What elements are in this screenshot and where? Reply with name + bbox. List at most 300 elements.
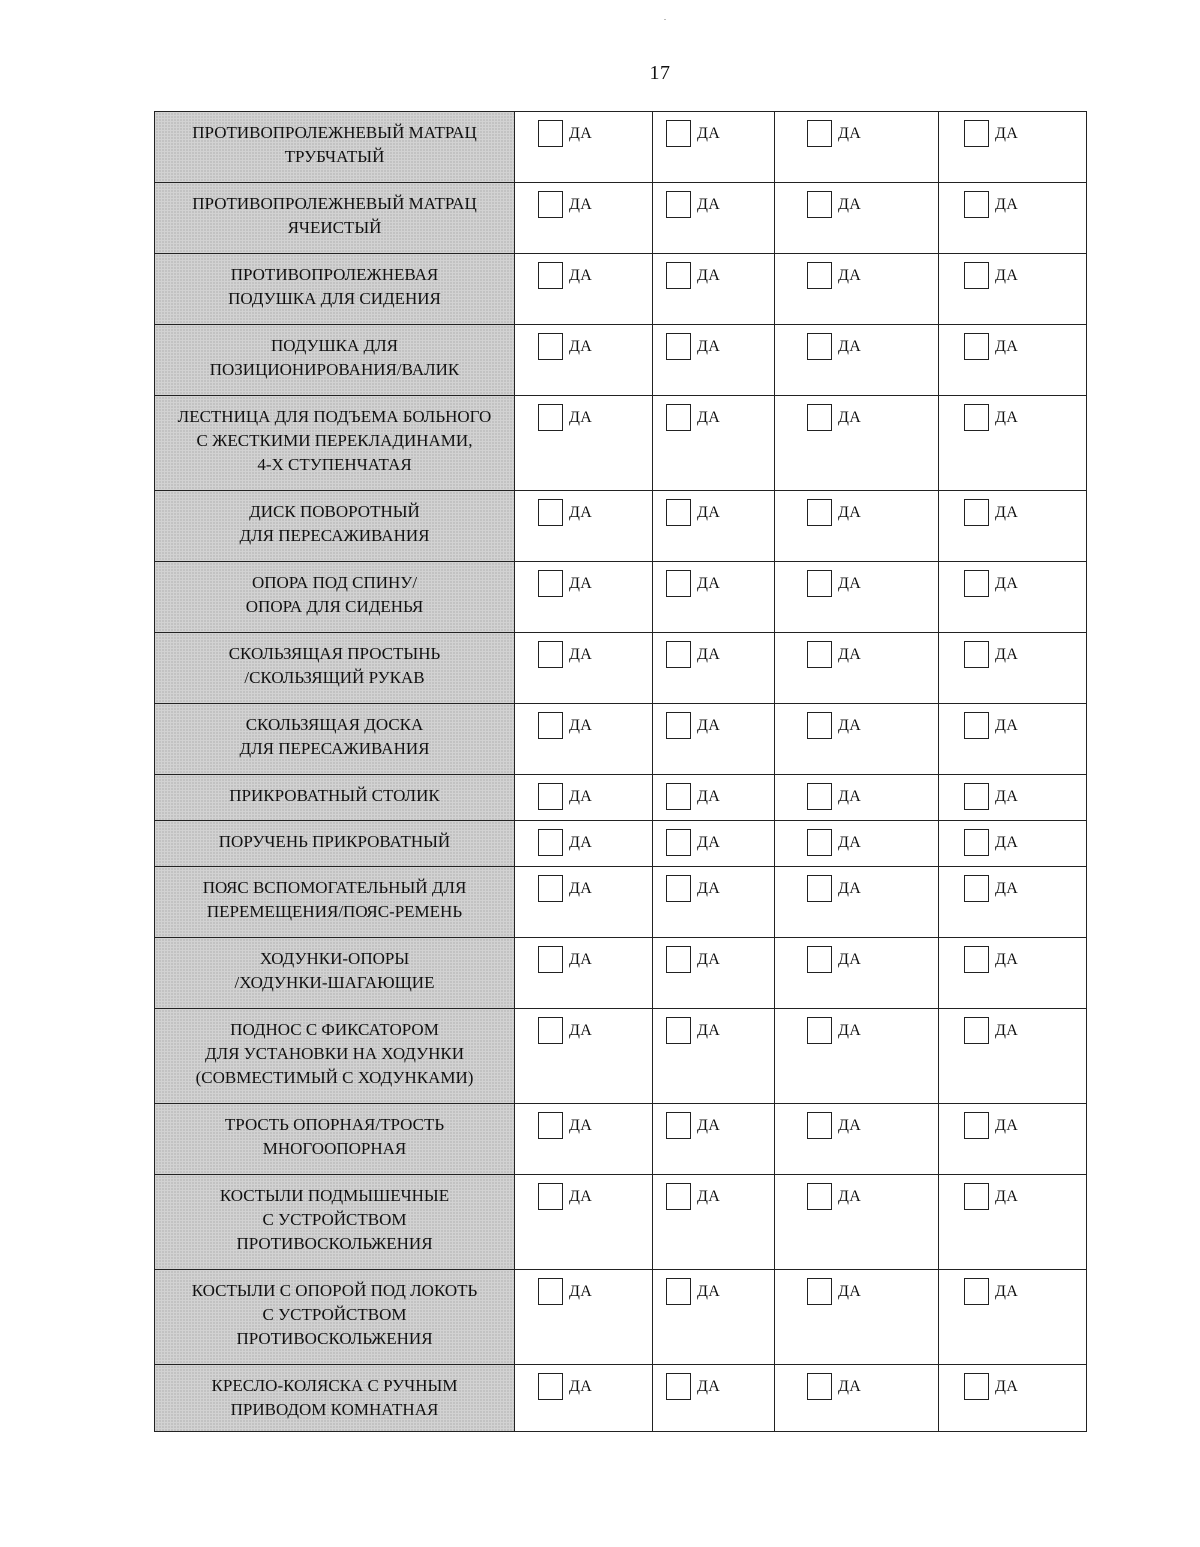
yes-option[interactable] bbox=[666, 570, 720, 597]
answer-cell-2 bbox=[653, 325, 775, 396]
yes-label: ДА bbox=[569, 503, 593, 521]
answer-cell-1 bbox=[515, 938, 653, 1009]
table-row bbox=[155, 1175, 1087, 1270]
yes-label: ДА bbox=[838, 337, 862, 355]
yes-label: ДА bbox=[569, 195, 593, 213]
yes-checkbox[interactable] bbox=[807, 1183, 832, 1210]
yes-option[interactable] bbox=[964, 1183, 1018, 1210]
yes-option[interactable] bbox=[807, 333, 861, 360]
yes-option[interactable] bbox=[666, 404, 720, 431]
answer-cell-3 bbox=[775, 325, 939, 396]
yes-label: ДА bbox=[697, 879, 721, 897]
equipment-item-label: ПОЯС ВСПОМОГАТЕЛЬНЫЙ ДЛЯ ПЕРЕМЕЩЕНИЯ/ПОЯС-РЕМЕНЬ bbox=[155, 867, 515, 938]
answer-cell-2 bbox=[653, 1365, 775, 1432]
yes-checkbox[interactable] bbox=[807, 499, 832, 526]
equipment-item-label: КОСТЫЛИ ПОДМЫШЕЧНЫЕ С УСТРОЙСТВОМ ПРОТИВОСКОЛЬЖЕНИЯ bbox=[155, 1175, 515, 1270]
yes-checkbox[interactable] bbox=[538, 333, 563, 360]
yes-checkbox[interactable] bbox=[807, 1373, 832, 1400]
answer-cell-3 bbox=[775, 775, 939, 821]
yes-label: ДА bbox=[697, 195, 721, 213]
yes-option[interactable] bbox=[666, 641, 720, 668]
yes-label: ДА bbox=[569, 950, 593, 968]
yes-option[interactable] bbox=[964, 404, 1018, 431]
yes-label: ДА bbox=[838, 266, 862, 284]
answer-cell-2 bbox=[653, 938, 775, 1009]
answer-cell-2 bbox=[653, 1175, 775, 1270]
table-row bbox=[155, 704, 1087, 775]
table-row bbox=[155, 1009, 1087, 1104]
yes-option[interactable] bbox=[538, 1112, 592, 1139]
yes-checkbox[interactable] bbox=[807, 570, 832, 597]
yes-label: ДА bbox=[838, 950, 862, 968]
yes-label: ДА bbox=[995, 787, 1019, 805]
yes-option[interactable] bbox=[964, 262, 1018, 289]
yes-option[interactable] bbox=[807, 783, 861, 810]
yes-option[interactable] bbox=[807, 946, 861, 973]
yes-checkbox[interactable] bbox=[964, 191, 989, 218]
equipment-checklist-table bbox=[154, 111, 1087, 1432]
yes-checkbox[interactable] bbox=[964, 333, 989, 360]
yes-checkbox[interactable] bbox=[538, 946, 563, 973]
yes-label: ДА bbox=[995, 1116, 1019, 1134]
answer-cell-4 bbox=[939, 396, 1087, 491]
yes-option[interactable] bbox=[807, 570, 861, 597]
yes-label: ДА bbox=[995, 716, 1019, 734]
yes-label: ДА bbox=[838, 1377, 862, 1395]
equipment-item-label: ПОДНОС С ФИКСАТОРОМ ДЛЯ УСТАНОВКИ НА ХОДУНКИ (СОВМЕСТИМЫЙ С ХОДУНКАМИ) bbox=[155, 1009, 515, 1104]
yes-checkbox[interactable] bbox=[964, 946, 989, 973]
answer-cell-4 bbox=[939, 633, 1087, 704]
yes-checkbox[interactable] bbox=[666, 262, 691, 289]
yes-label: ДА bbox=[995, 1187, 1019, 1205]
equipment-item-label: ПОДУШКА ДЛЯ ПОЗИЦИОНИРОВАНИЯ/ВАЛИК bbox=[155, 325, 515, 396]
yes-label: ДА bbox=[697, 1116, 721, 1134]
yes-checkbox[interactable] bbox=[807, 875, 832, 902]
yes-checkbox[interactable] bbox=[964, 829, 989, 856]
yes-option[interactable] bbox=[964, 570, 1018, 597]
answer-cell-4 bbox=[939, 112, 1087, 183]
answer-cell-2 bbox=[653, 254, 775, 325]
yes-option[interactable] bbox=[666, 1373, 720, 1400]
yes-option[interactable] bbox=[964, 946, 1018, 973]
yes-checkbox[interactable] bbox=[666, 1112, 691, 1139]
yes-option[interactable] bbox=[964, 712, 1018, 739]
yes-label: ДА bbox=[838, 1021, 862, 1039]
yes-checkbox[interactable] bbox=[807, 829, 832, 856]
answer-cell-1 bbox=[515, 633, 653, 704]
yes-checkbox[interactable] bbox=[807, 120, 832, 147]
yes-checkbox[interactable] bbox=[538, 1183, 563, 1210]
yes-checkbox[interactable] bbox=[538, 570, 563, 597]
yes-option[interactable] bbox=[807, 1112, 861, 1139]
equipment-item-label: ДИСК ПОВОРОТНЫЙ ДЛЯ ПЕРЕСАЖИВАНИЯ bbox=[155, 491, 515, 562]
yes-label: ДА bbox=[697, 950, 721, 968]
yes-label: ДА bbox=[838, 1116, 862, 1134]
yes-label: ДА bbox=[838, 503, 862, 521]
answer-cell-3 bbox=[775, 633, 939, 704]
table-row bbox=[155, 633, 1087, 704]
yes-label: ДА bbox=[995, 503, 1019, 521]
yes-checkbox[interactable] bbox=[964, 1183, 989, 1210]
yes-label: ДА bbox=[569, 879, 593, 897]
yes-option[interactable] bbox=[964, 1373, 1018, 1400]
table-row bbox=[155, 1104, 1087, 1175]
table-row bbox=[155, 562, 1087, 633]
yes-option[interactable] bbox=[538, 1017, 592, 1044]
yes-checkbox[interactable] bbox=[538, 404, 563, 431]
yes-label: ДА bbox=[838, 787, 862, 805]
answer-cell-2 bbox=[653, 867, 775, 938]
equipment-item-label: ЛЕСТНИЦА ДЛЯ ПОДЪЕМА БОЛЬНОГО С ЖЕСТКИМИ ПЕРЕКЛАДИНАМИ, 4-Х СТУПЕНЧАТАЯ bbox=[155, 396, 515, 491]
yes-option[interactable] bbox=[666, 875, 720, 902]
yes-label: ДА bbox=[569, 716, 593, 734]
yes-label: ДА bbox=[697, 716, 721, 734]
yes-label: ДА bbox=[838, 1282, 862, 1300]
yes-label: ДА bbox=[569, 337, 593, 355]
yes-checkbox[interactable] bbox=[538, 875, 563, 902]
answer-cell-4 bbox=[939, 254, 1087, 325]
answer-cell-2 bbox=[653, 633, 775, 704]
table-row bbox=[155, 821, 1087, 867]
table-row bbox=[155, 1365, 1087, 1432]
answer-cell-3 bbox=[775, 1104, 939, 1175]
yes-label: ДА bbox=[697, 266, 721, 284]
table-row bbox=[155, 938, 1087, 1009]
yes-option[interactable] bbox=[538, 1373, 592, 1400]
yes-checkbox[interactable] bbox=[807, 404, 832, 431]
yes-label: ДА bbox=[995, 833, 1019, 851]
yes-checkbox[interactable] bbox=[538, 1278, 563, 1305]
yes-option[interactable] bbox=[538, 120, 592, 147]
answer-cell-1 bbox=[515, 1270, 653, 1365]
answer-cell-2 bbox=[653, 562, 775, 633]
yes-checkbox[interactable] bbox=[807, 333, 832, 360]
yes-option[interactable] bbox=[538, 783, 592, 810]
yes-label: ДА bbox=[569, 1377, 593, 1395]
yes-option[interactable] bbox=[538, 499, 592, 526]
yes-label: ДА bbox=[995, 1021, 1019, 1039]
yes-label: ДА bbox=[569, 1021, 593, 1039]
checklist-body bbox=[155, 112, 1087, 1432]
scan-speck bbox=[664, 19, 666, 20]
yes-option[interactable] bbox=[666, 1112, 720, 1139]
answer-cell-4 bbox=[939, 1175, 1087, 1270]
yes-option[interactable] bbox=[807, 404, 861, 431]
yes-label: ДА bbox=[569, 787, 593, 805]
yes-label: ДА bbox=[569, 124, 593, 142]
yes-option[interactable] bbox=[538, 570, 592, 597]
table-row bbox=[155, 325, 1087, 396]
answer-cell-3 bbox=[775, 1009, 939, 1104]
yes-checkbox[interactable] bbox=[538, 1017, 563, 1044]
yes-option[interactable] bbox=[666, 262, 720, 289]
yes-label: ДА bbox=[569, 1116, 593, 1134]
equipment-item-label: ПРОТИВОПРОЛЕЖНЕВАЯ ПОДУШКА ДЛЯ СИДЕНИЯ bbox=[155, 254, 515, 325]
answer-cell-4 bbox=[939, 938, 1087, 1009]
answer-cell-3 bbox=[775, 821, 939, 867]
yes-checkbox[interactable] bbox=[964, 570, 989, 597]
table-row bbox=[155, 396, 1087, 491]
answer-cell-3 bbox=[775, 491, 939, 562]
yes-checkbox[interactable] bbox=[538, 191, 563, 218]
yes-option[interactable] bbox=[666, 333, 720, 360]
yes-label: ДА bbox=[838, 833, 862, 851]
answer-cell-4 bbox=[939, 1009, 1087, 1104]
answer-cell-3 bbox=[775, 562, 939, 633]
equipment-item-label: ТРОСТЬ ОПОРНАЯ/ТРОСТЬ МНОГООПОРНАЯ bbox=[155, 1104, 515, 1175]
yes-checkbox[interactable] bbox=[666, 1278, 691, 1305]
answer-cell-4 bbox=[939, 1365, 1087, 1432]
yes-checkbox[interactable] bbox=[666, 712, 691, 739]
yes-option[interactable] bbox=[538, 829, 592, 856]
yes-checkbox[interactable] bbox=[964, 262, 989, 289]
yes-label: ДА bbox=[697, 1282, 721, 1300]
yes-option[interactable] bbox=[666, 120, 720, 147]
yes-option[interactable] bbox=[538, 333, 592, 360]
yes-checkbox[interactable] bbox=[964, 712, 989, 739]
equipment-item-label: СКОЛЬЗЯЩАЯ ДОСКА ДЛЯ ПЕРЕСАЖИВАНИЯ bbox=[155, 704, 515, 775]
yes-checkbox[interactable] bbox=[666, 191, 691, 218]
yes-option[interactable] bbox=[666, 946, 720, 973]
yes-option[interactable] bbox=[964, 829, 1018, 856]
yes-label: ДА bbox=[697, 787, 721, 805]
answer-cell-1 bbox=[515, 1009, 653, 1104]
equipment-item-label: ОПОРА ПОД СПИНУ/ ОПОРА ДЛЯ СИДЕНЬЯ bbox=[155, 562, 515, 633]
answer-cell-1 bbox=[515, 1175, 653, 1270]
yes-label: ДА bbox=[569, 1187, 593, 1205]
yes-checkbox[interactable] bbox=[807, 712, 832, 739]
yes-checkbox[interactable] bbox=[666, 1017, 691, 1044]
yes-label: ДА bbox=[697, 574, 721, 592]
answer-cell-1 bbox=[515, 1104, 653, 1175]
equipment-item-label: КРЕСЛО-КОЛЯСКА С РУЧНЫМ ПРИВОДОМ КОМНАТНАЯ bbox=[155, 1365, 515, 1432]
yes-label: ДА bbox=[838, 1187, 862, 1205]
yes-option[interactable] bbox=[666, 191, 720, 218]
answer-cell-2 bbox=[653, 1270, 775, 1365]
yes-option[interactable] bbox=[964, 1278, 1018, 1305]
yes-option[interactable] bbox=[666, 1017, 720, 1044]
yes-checkbox[interactable] bbox=[964, 1278, 989, 1305]
yes-option[interactable] bbox=[807, 1017, 861, 1044]
answer-cell-4 bbox=[939, 1104, 1087, 1175]
yes-option[interactable] bbox=[807, 262, 861, 289]
yes-option[interactable] bbox=[964, 1112, 1018, 1139]
yes-option[interactable] bbox=[666, 829, 720, 856]
yes-option[interactable] bbox=[964, 499, 1018, 526]
yes-label: ДА bbox=[697, 124, 721, 142]
yes-checkbox[interactable] bbox=[538, 1373, 563, 1400]
yes-option[interactable] bbox=[666, 1183, 720, 1210]
yes-option[interactable] bbox=[538, 641, 592, 668]
yes-checkbox[interactable] bbox=[964, 499, 989, 526]
yes-option[interactable] bbox=[964, 875, 1018, 902]
equipment-item-label: ПРИКРОВАТНЫЙ СТОЛИК bbox=[155, 775, 515, 821]
answer-cell-1 bbox=[515, 562, 653, 633]
answer-cell-4 bbox=[939, 704, 1087, 775]
yes-checkbox[interactable] bbox=[666, 1373, 691, 1400]
yes-checkbox[interactable] bbox=[964, 641, 989, 668]
yes-label: ДА bbox=[697, 1021, 721, 1039]
yes-label: ДА bbox=[697, 337, 721, 355]
yes-checkbox[interactable] bbox=[538, 499, 563, 526]
yes-checkbox[interactable] bbox=[538, 783, 563, 810]
yes-label: ДА bbox=[569, 266, 593, 284]
answer-cell-3 bbox=[775, 183, 939, 254]
yes-option[interactable] bbox=[807, 875, 861, 902]
yes-checkbox[interactable] bbox=[666, 570, 691, 597]
yes-checkbox[interactable] bbox=[807, 262, 832, 289]
yes-checkbox[interactable] bbox=[538, 120, 563, 147]
yes-checkbox[interactable] bbox=[538, 262, 563, 289]
answer-cell-3 bbox=[775, 938, 939, 1009]
table-row bbox=[155, 775, 1087, 821]
page-number: 17 bbox=[649, 62, 671, 84]
yes-label: ДА bbox=[838, 408, 862, 426]
yes-option[interactable] bbox=[666, 712, 720, 739]
yes-label: ДА bbox=[569, 1282, 593, 1300]
yes-checkbox[interactable] bbox=[666, 333, 691, 360]
yes-option[interactable] bbox=[538, 191, 592, 218]
yes-checkbox[interactable] bbox=[807, 191, 832, 218]
yes-option[interactable] bbox=[538, 1278, 592, 1305]
yes-label: ДА bbox=[995, 1282, 1019, 1300]
answer-cell-1 bbox=[515, 867, 653, 938]
yes-option[interactable] bbox=[964, 191, 1018, 218]
yes-option[interactable] bbox=[964, 120, 1018, 147]
yes-checkbox[interactable] bbox=[666, 499, 691, 526]
yes-checkbox[interactable] bbox=[666, 783, 691, 810]
yes-label: ДА bbox=[995, 195, 1019, 213]
yes-option[interactable] bbox=[807, 641, 861, 668]
yes-checkbox[interactable] bbox=[964, 1112, 989, 1139]
answer-cell-2 bbox=[653, 396, 775, 491]
yes-label: ДА bbox=[569, 833, 593, 851]
yes-checkbox[interactable] bbox=[666, 120, 691, 147]
equipment-item-label: КОСТЫЛИ С ОПОРОЙ ПОД ЛОКОТЬ С УСТРОЙСТВОМ ПРОТИВОСКОЛЬЖЕНИЯ bbox=[155, 1270, 515, 1365]
answer-cell-4 bbox=[939, 1270, 1087, 1365]
yes-label: ДА bbox=[995, 408, 1019, 426]
yes-option[interactable] bbox=[538, 404, 592, 431]
yes-option[interactable] bbox=[666, 783, 720, 810]
yes-label: ДА bbox=[697, 1187, 721, 1205]
yes-checkbox[interactable] bbox=[964, 783, 989, 810]
yes-option[interactable] bbox=[964, 333, 1018, 360]
yes-option[interactable] bbox=[666, 499, 720, 526]
yes-option[interactable] bbox=[807, 712, 861, 739]
yes-checkbox[interactable] bbox=[807, 1278, 832, 1305]
yes-label: ДА bbox=[697, 645, 721, 663]
yes-option[interactable] bbox=[538, 875, 592, 902]
yes-option[interactable] bbox=[807, 499, 861, 526]
equipment-item-label: ПРОТИВОПРОЛЕЖНЕВЫЙ МАТРАЦ ЯЧЕИСТЫЙ bbox=[155, 183, 515, 254]
yes-checkbox[interactable] bbox=[807, 783, 832, 810]
yes-label: ДА bbox=[995, 337, 1019, 355]
yes-label: ДА bbox=[838, 879, 862, 897]
equipment-item-label: ПОРУЧЕНЬ ПРИКРОВАТНЫЙ bbox=[155, 821, 515, 867]
answer-cell-3 bbox=[775, 704, 939, 775]
yes-checkbox[interactable] bbox=[666, 829, 691, 856]
answer-cell-3 bbox=[775, 1365, 939, 1432]
answer-cell-3 bbox=[775, 1270, 939, 1365]
yes-checkbox[interactable] bbox=[807, 641, 832, 668]
yes-checkbox[interactable] bbox=[538, 829, 563, 856]
yes-checkbox[interactable] bbox=[666, 404, 691, 431]
yes-checkbox[interactable] bbox=[807, 946, 832, 973]
yes-option[interactable] bbox=[807, 1278, 861, 1305]
table-row bbox=[155, 867, 1087, 938]
answer-cell-1 bbox=[515, 112, 653, 183]
yes-option[interactable] bbox=[807, 191, 861, 218]
answer-cell-3 bbox=[775, 396, 939, 491]
yes-checkbox[interactable] bbox=[964, 1373, 989, 1400]
yes-label: ДА bbox=[995, 574, 1019, 592]
yes-checkbox[interactable] bbox=[964, 120, 989, 147]
yes-option[interactable] bbox=[538, 1183, 592, 1210]
yes-label: ДА bbox=[697, 503, 721, 521]
answer-cell-1 bbox=[515, 254, 653, 325]
yes-option[interactable] bbox=[964, 783, 1018, 810]
answer-cell-4 bbox=[939, 183, 1087, 254]
yes-checkbox[interactable] bbox=[666, 946, 691, 973]
answer-cell-2 bbox=[653, 704, 775, 775]
yes-checkbox[interactable] bbox=[538, 1112, 563, 1139]
yes-checkbox[interactable] bbox=[807, 1017, 832, 1044]
yes-option[interactable] bbox=[538, 262, 592, 289]
answer-cell-3 bbox=[775, 254, 939, 325]
yes-option[interactable] bbox=[807, 1373, 861, 1400]
answer-cell-1 bbox=[515, 325, 653, 396]
yes-option[interactable] bbox=[538, 946, 592, 973]
answer-cell-2 bbox=[653, 1104, 775, 1175]
yes-option[interactable] bbox=[666, 1278, 720, 1305]
yes-option[interactable] bbox=[964, 1017, 1018, 1044]
yes-checkbox[interactable] bbox=[964, 875, 989, 902]
yes-option[interactable] bbox=[807, 120, 861, 147]
answer-cell-2 bbox=[653, 1009, 775, 1104]
yes-checkbox[interactable] bbox=[807, 1112, 832, 1139]
answer-cell-1 bbox=[515, 491, 653, 562]
answer-cell-2 bbox=[653, 821, 775, 867]
answer-cell-4 bbox=[939, 325, 1087, 396]
yes-checkbox[interactable] bbox=[538, 712, 563, 739]
answer-cell-1 bbox=[515, 775, 653, 821]
yes-label: ДА bbox=[569, 645, 593, 663]
yes-label: ДА bbox=[838, 574, 862, 592]
yes-label: ДА bbox=[995, 950, 1019, 968]
answer-cell-1 bbox=[515, 1365, 653, 1432]
answer-cell-1 bbox=[515, 821, 653, 867]
yes-label: ДА bbox=[569, 574, 593, 592]
yes-option[interactable] bbox=[964, 641, 1018, 668]
yes-option[interactable] bbox=[807, 829, 861, 856]
yes-checkbox[interactable] bbox=[666, 875, 691, 902]
yes-label: ДА bbox=[995, 879, 1019, 897]
equipment-item-label: СКОЛЬЗЯЩАЯ ПРОСТЫНЬ /СКОЛЬЗЯЩИЙ РУКАВ bbox=[155, 633, 515, 704]
yes-checkbox[interactable] bbox=[964, 1017, 989, 1044]
yes-checkbox[interactable] bbox=[964, 404, 989, 431]
yes-option[interactable] bbox=[807, 1183, 861, 1210]
yes-checkbox[interactable] bbox=[666, 641, 691, 668]
yes-checkbox[interactable] bbox=[538, 641, 563, 668]
yes-option[interactable] bbox=[538, 712, 592, 739]
yes-checkbox[interactable] bbox=[666, 1183, 691, 1210]
answer-cell-4 bbox=[939, 821, 1087, 867]
yes-label: ДА bbox=[697, 833, 721, 851]
yes-label: ДА bbox=[697, 408, 721, 426]
yes-label: ДА bbox=[838, 645, 862, 663]
yes-label: ДА bbox=[838, 716, 862, 734]
equipment-item-label: ХОДУНКИ-ОПОРЫ /ХОДУНКИ-ШАГАЮЩИЕ bbox=[155, 938, 515, 1009]
